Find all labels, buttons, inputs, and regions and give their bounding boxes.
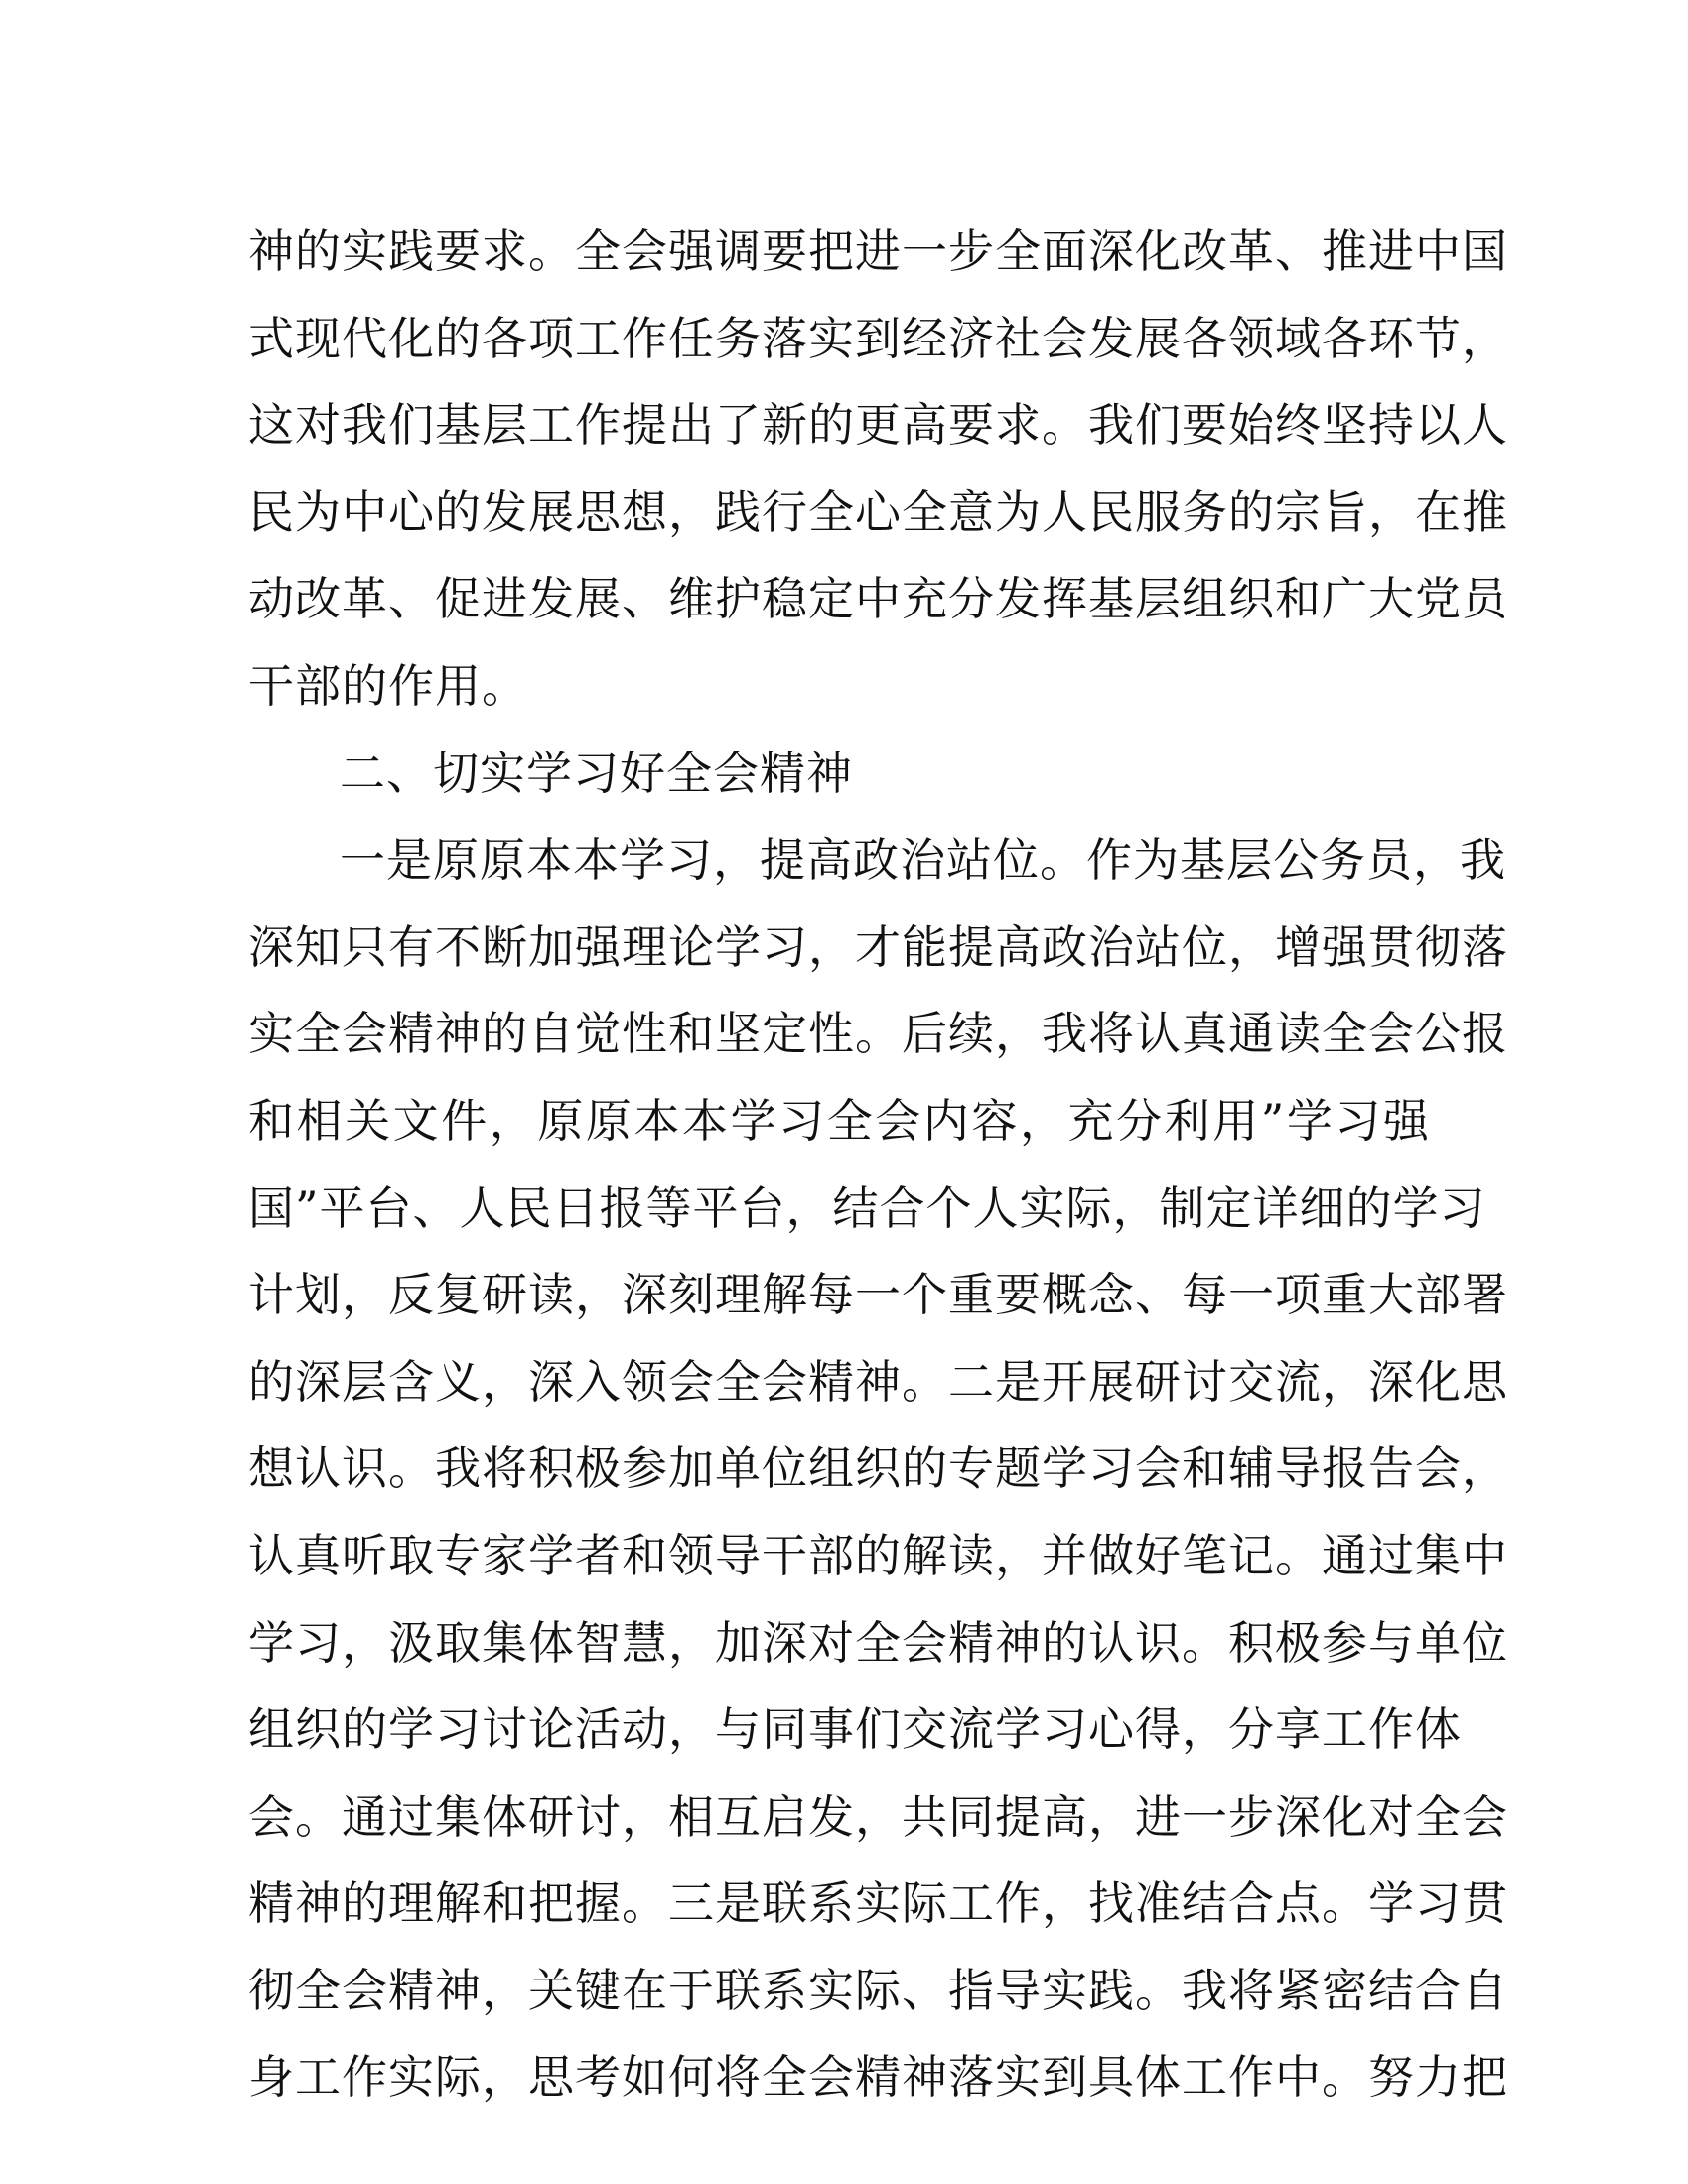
- text-line: 学习，汲取集体智慧，加深对全会精神的认识。积极参与单位: [248, 1615, 1508, 1670]
- text-line: 组织的学习讨论活动，与同事们交流学习心得，分享工作体: [248, 1703, 1462, 1757]
- text-line: 一是原原本本学习，提高政治站位。作为基层公务员，我: [340, 833, 1506, 887]
- text-line: 神的实践要求。全会强调要把进一步全面深化改革、推进中国: [248, 224, 1508, 278]
- text-line: 会。通过集体研讨，相互启发，共同提高，进一步深化对全会: [248, 1789, 1508, 1843]
- text-line: 精神的理解和把握。三是联系实际工作，找准结合点。学习贯: [248, 1876, 1508, 1931]
- text-line: 身工作实际，思考如何将全会精神落实到具体工作中。努力把: [248, 2050, 1508, 2105]
- text-line: 式现代化的各项工作任务落实到经济社会发展各领域各环节，: [248, 311, 1508, 365]
- text-line: 民为中心的发展思想，践行全心全意为人民服务的宗旨，在推: [248, 484, 1508, 539]
- text-line: 国”平台、人民日报等平台，结合个人实际，制定详细的学习: [248, 1180, 1486, 1235]
- text-line: 实全会精神的自觉性和坚定性。后续，我将认真通读全会公报: [248, 1007, 1508, 1061]
- text-line: 这对我们基层工作提出了新的更高要求。我们要始终坚持以人: [248, 398, 1508, 453]
- text-line: 和相关文件，原原本本学习全会内容，充分利用”学习强: [248, 1093, 1430, 1148]
- text-line: 想认识。我将积极参加单位组织的专题学习会和辅导报告会，: [248, 1441, 1508, 1496]
- body-text: [248, 208, 1508, 2121]
- text-line: 干部的作用。: [248, 658, 528, 713]
- text-line: 认真听取专家学者和领导干部的解读，并做好笔记。通过集中: [248, 1528, 1508, 1582]
- text-line: 深知只有不断加强理论学习，才能提高政治站位，增强贯彻落: [248, 919, 1508, 974]
- section-heading: 二、切实学习好全会精神: [340, 746, 853, 800]
- text-line: 彻全会精神，关键在于联系实际、指导实践。我将紧密结合自: [248, 1963, 1508, 2017]
- text-line: 计划，反复研读，深刻理解每一个重要概念、每一项重大部署: [248, 1268, 1508, 1322]
- text-line: 动改革、促进发展、维护稳定中充分发挥基层组织和广大党员: [248, 572, 1508, 626]
- text-line: 的深层含义，深入领会全会精神。二是开展研讨交流，深化思: [248, 1354, 1508, 1409]
